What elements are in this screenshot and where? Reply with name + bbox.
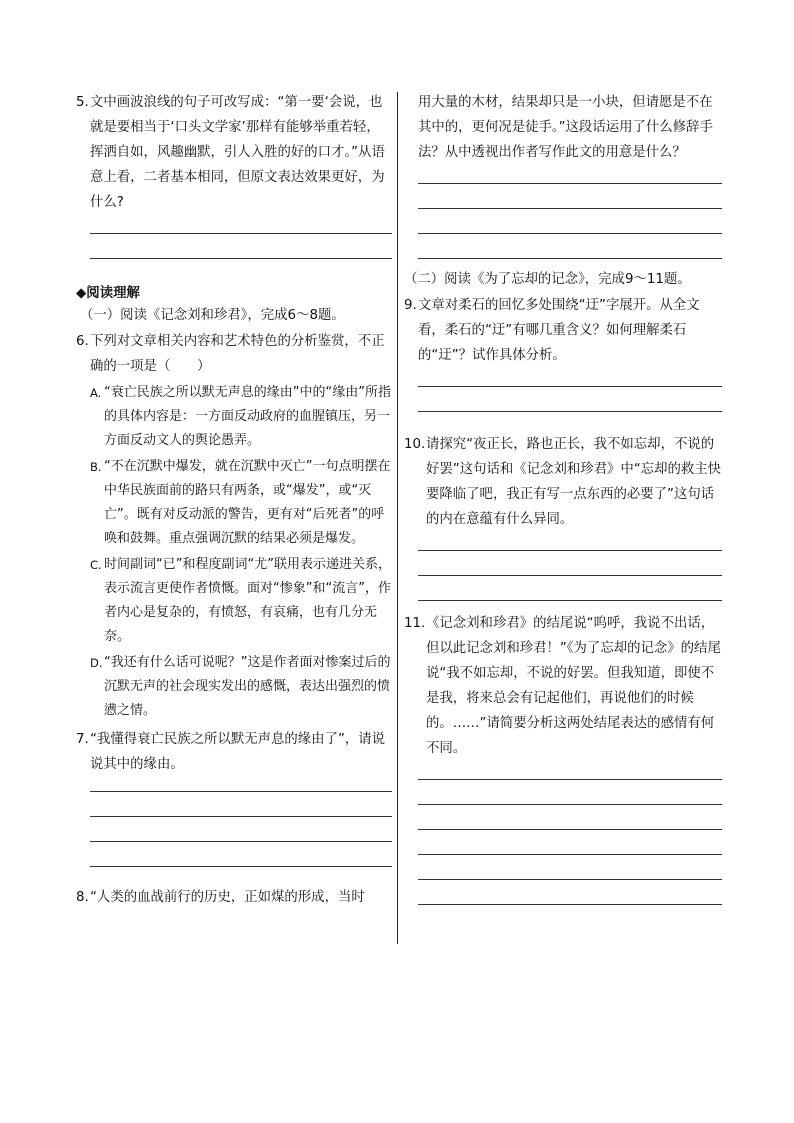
question-6 (76, 329, 392, 379)
option-text: “衰亡民族之所以默无声息的缘由”中的“缘由”所指的具体内容是：一方面反动政府的血腥镇压，另一方面反动文人的舆论愚弄。 (104, 385, 391, 448)
right-column (404, 90, 722, 929)
answer-line[interactable] (90, 791, 392, 792)
option-label: B. (90, 460, 102, 474)
answer-lines-q5 (76, 215, 392, 259)
option-text: “我还有什么话可说呢？”这是作者面对惨案过后的沉默无声的社会现实发出的感慨，表达出强烈的愤懑之情。 (104, 655, 391, 718)
option-label: A. (90, 386, 102, 400)
option-a (76, 381, 392, 453)
answer-line[interactable] (418, 411, 722, 412)
question-text: “我懂得衰亡民族之所以默无声息的缘由了”，请说说其中的缘由。 (90, 732, 386, 772)
question-9 (404, 293, 722, 368)
answer-line[interactable] (90, 258, 392, 259)
option-d (76, 651, 392, 723)
question-text: 《记念刘和珍君》的结尾说“呜呼，我说不出话，但以此记念刘和珍君！”《为了忘却的记念》的结尾说“我不如忘却，不说的好罢。但我知道，即使不是我，将来总会有记起他们，再说他们的时候的。……”请简要分析这两处结尾表达的感情有何不同。 (426, 616, 721, 756)
answer-lines-q7 (76, 777, 392, 867)
left-column (76, 90, 392, 910)
option-text: “不在沉默中爆发，就在沉默中灭亡”一句点明摆在中华民族面前的路只有两条，或“爆发”，或“灭亡”。既有对反动派的警告，更有对“后死者”的呼唤和鼓舞。重点强调沉默的结果必须是爆发。 (104, 459, 391, 546)
question-number: 7. (76, 732, 89, 747)
question-text: 用大量的木材，结果却只是一小块，但请愿是不在其中的，更何况是徒手。”这段话运用了什么修辞手法？从中透视出作者写作此文的用意是什么？ (418, 95, 713, 160)
option-label: D. (90, 656, 103, 670)
answer-line[interactable] (418, 208, 722, 209)
answer-line[interactable] (90, 866, 392, 867)
question-7 (76, 727, 392, 777)
option-b (76, 455, 392, 551)
answer-line[interactable] (418, 879, 722, 880)
question-11 (404, 611, 722, 761)
question-number: 11. (404, 616, 426, 631)
question-text: 文章对柔石的回忆多处围绕“迂”字展开。从全文看，柔石的“迂”有哪几重含义？如何理解柔石的“迂”？试作具体分析。 (418, 298, 700, 363)
answer-line[interactable] (418, 550, 722, 551)
question-number: 9. (404, 298, 417, 313)
answer-line[interactable] (418, 779, 722, 780)
question-text: 下列对文章相关内容和艺术特色的分析鉴赏，不正确的一项是（ ） (90, 334, 385, 374)
answer-line[interactable] (90, 816, 392, 817)
section-title: ◆阅读理解 (76, 286, 140, 301)
question-text: “人类的血战前行的历史，正如煤的形成，当时 (90, 890, 365, 905)
answer-line[interactable] (90, 233, 392, 234)
answer-lines-q10 (404, 532, 722, 601)
question-number: 10. (404, 437, 426, 452)
answer-lines-q11 (404, 761, 722, 905)
question-text: 请探究“夜正长，路也正长，我不如忘却，不说的好罢”这句话和《记念刘和珍君》中“忘却的救主快要降临了吧，我正有写一点东西的必要了”这句话的内在意蕴有什么异同。 (426, 437, 722, 527)
answer-lines-q8 (404, 165, 722, 259)
question-5 (76, 90, 392, 215)
answer-line[interactable] (418, 386, 722, 387)
answer-line[interactable] (418, 904, 722, 905)
question-10 (404, 432, 722, 532)
answer-line[interactable] (418, 258, 722, 259)
question-number: 6. (76, 334, 89, 349)
column-divider (397, 92, 398, 944)
option-label: C. (90, 558, 102, 572)
answer-lines-q9 (404, 368, 722, 412)
answer-line[interactable] (90, 841, 392, 842)
question-8-continued (404, 90, 722, 165)
option-c (76, 553, 392, 649)
question-text: 文中画波浪线的句子可改写成：“第一要‘会说，也就是要相当于‘口头文学家’那样有能够举重若轻，挥洒自如，风趣幽默，引人入胜的好的口才。”从语意上看，二者基本相同，但原文表达效果更好，为什么? (90, 95, 385, 210)
option-text: 时间副词“已”和程度副词“尤”联用表示递进关系，表示流言更使作者愤慨。面对“惨象”和“流言”，作者内心是复杂的，有愤怒，有哀痛，也有几分无奈。 (104, 557, 391, 644)
section-subtitle: （一）阅读《记念刘和珍君》，完成6～8题。 (80, 308, 345, 323)
question-8 (76, 885, 392, 910)
question-number: 8. (76, 890, 89, 905)
answer-line[interactable] (418, 183, 722, 184)
question-number: 5. (76, 95, 89, 110)
answer-line[interactable] (418, 804, 722, 805)
section-subtitle: （二）阅读《为了忘却的记念》，完成9～11题。 (404, 272, 691, 287)
answer-line[interactable] (418, 600, 722, 601)
answer-line[interactable] (418, 233, 722, 234)
answer-line[interactable] (418, 854, 722, 855)
answer-line[interactable] (418, 575, 722, 576)
answer-line[interactable] (418, 829, 722, 830)
